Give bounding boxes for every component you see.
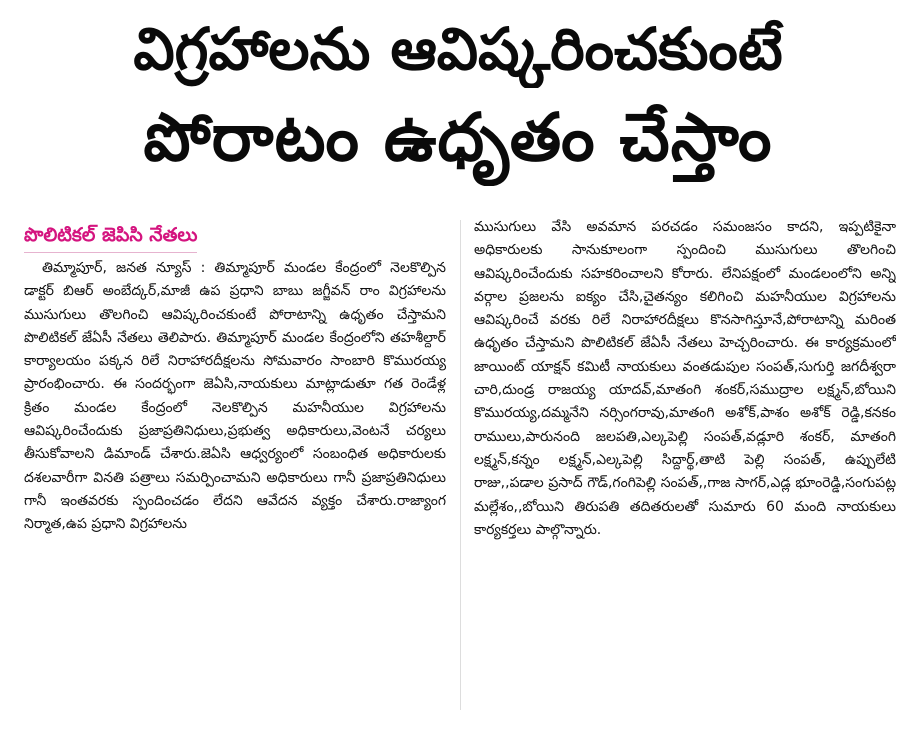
headline-line-2: పోరాటం ఉధృతం చేస్తాం (143, 99, 773, 176)
headline-line-1: విగ్రహాలను ఆవిష్కరించకుంటే (133, 15, 783, 83)
article-body-left: తిమ్మాపూర్, జనత న్యూస్ : తిమ్మాపూర్ మండల కేంద్రంలో నెలకొల్పిన డాక్టర్ బిఆర్ అంబేద్కర్,మాజీ ఉప ప్రధాని బాబు జగ్జీవన్ రాం విగ్రహాలను ముసుగులు తొలగించి ఆవిష్కరించకుంటే పోరాటాన్ని ఉధృతం చేస్తామని పొలిటికల్ జేఏసీ నేతలు తెలిపారు. తిమ్మాపూర్ మండల కేంద్రంలోని తహశీల్దార్ కార్యాలయం పక్కన రిలే నిరాహారదీక్షలను సోమవారం సాంబారి కొమురయ్య ప్రారంభించారు. ఈ సందర్భంగా జెఏసి,నాయకులు మాట్లాడుతూ గత రెండేళ్ల క్రితం మండల కేంద్రంలో నెలకొల్పిన మహనీయుల విగ్రహాలను ఆవిష్కరించేందుకు ప్రజాప్రతినిధులు,ప్రభుత్వ అధికారులు,వెంటనే చర్యలు తీసుకోవాలని డిమాండ్ చేశారు.జెఏసి ఆధ్వర్యంలో సంబంధిత అధికారులకు దశలవారీగా వినతి పత్రాలు సమర్పించామని అధికారులు గానీ ప్రజాప్రతినిధులు గానీ ఇంతవరకు స్పందించడం లేదని ఆవేదన వ్యక్తం చేశారు.రాజ్యాంగ నిర్మాత,ఉప ప్రధాని విగ్రహాలను (24, 260, 446, 533)
article-body-right: ముసుగులు వేసి అవమాన పరచడం సమంజసం కాదని, ఇప్పటికైనా అధికారులకు సానుకూలంగా స్పందించి ముసుగులు తొలగించి ఆవిష్కరించేందుకు సహకరించాలని కోరారు. లేనిపక్షంలో మండలంలోని అన్ని వర్గాల ప్రజలను ఐక్యం చేసి,చైతన్యం కలిగించి మహనీయుల విగ్రహాలను ఆవిష్కరించే వరకు రిలే నిరాహారదీక్షలు కొనసాగిస్తూనే,పోరాటాన్ని మరింత ఉధృతం చేస్తామని పొలిటికల్ జేఏసీ నేతలు హెచ్చరించారు. ఈ కార్యక్రమంలో జాయింట్ యాక్షన్ కమిటీ నాయకులు వంతడుపుల సంపత్,సుగుర్తి జగదీశ్వరా చారి,దుండ్ర రాజయ్య యాదవ్,మాతంగి శంకర్,సముద్రాల లక్ష్మన్,బోయిని కొమురయ్య,దమ్మనేని నర్సింగరావు,మాతంగి అశోక్,పాశం అశోక్ రెడ్డి,కనకం రాములు,పారునంది జలపతి,ఎల్కపెల్లి సంపత్,వడ్లూరి శంకర్, మాతంగి లక్ష్మన్,కన్నం లక్ష్మన్,ఎల్కపెల్లి సిద్దార్థ్,తాటి పెల్లి సంపత్, ఉప్పులేటి రాజు,,పడాల ప్రసాద్ గౌడ్,గంగిపెల్లి సంపత్,,గాజ సాగర్,ఎడ్ల భూంరెడ్డి,సంగుపట్ల మల్లేశం,,బోయిని తిరుపతి తదితరులతో సుమారు 60 మంది నాయకులు కార్యకర్తలు పాల్గొన్నారు. (474, 219, 896, 538)
byline-text: పొలిటికల్ జెపిసి నేతలు (24, 220, 197, 253)
article-column-left (24, 220, 446, 720)
byline (24, 220, 446, 253)
article-column-right (474, 216, 896, 716)
column-divider (460, 220, 461, 710)
